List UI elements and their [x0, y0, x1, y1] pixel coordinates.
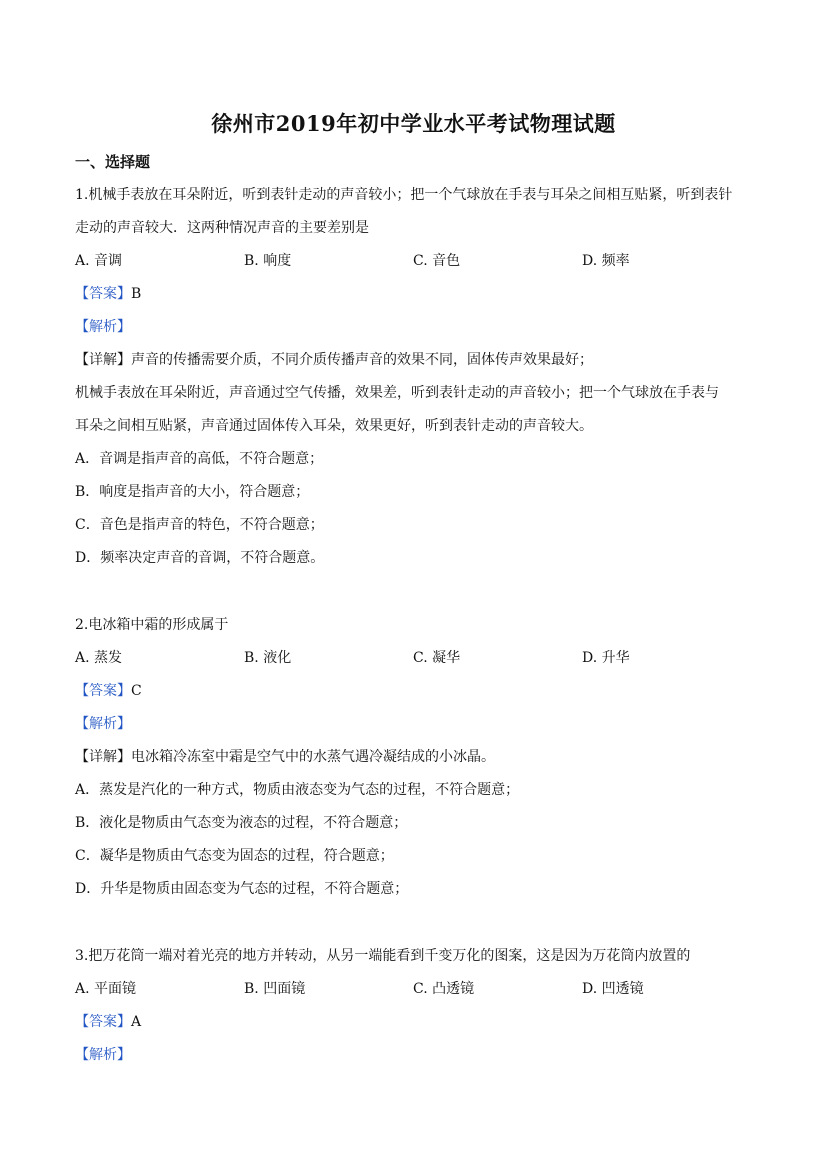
- q2-analysis-item-d: D．升华是物质由固态变为气态的过程，不符合题意；: [75, 881, 409, 897]
- q2-analysis-tag: 【解析】: [75, 716, 131, 732]
- q2-detail: [75, 746, 495, 766]
- q2-option-d: D. 升华: [582, 650, 630, 666]
- q2-option-b: B. 液化: [244, 650, 292, 666]
- page-title: 徐州市2019年初中学业水平考试物理试题: [211, 111, 616, 136]
- q2-detail-tag: 【详解】: [75, 749, 131, 765]
- q1-analysis-tag: 【解析】: [75, 319, 131, 335]
- q3-answer-value: A: [131, 1014, 142, 1030]
- q1-stem-line-1: 1.机械手表放在耳朵附近，听到表针走动的声音较小；把一个气球放在手表与耳朵之间相互贴紧，听到表针: [75, 187, 733, 203]
- q3-answer: [75, 1011, 141, 1031]
- q1-analysis-heading: [75, 316, 131, 336]
- q1-analysis-item-a: A．音调是指声音的高低，不符合题意；: [75, 451, 324, 467]
- q3-analysis-tag: 【解析】: [75, 1047, 131, 1063]
- q3-options: [75, 978, 755, 998]
- q1-detail: [75, 349, 593, 369]
- q1-option-c: C. 音色: [413, 253, 461, 269]
- q2-stem-line-1: 2.电冰箱中霜的形成属于: [75, 617, 229, 633]
- q1-option-b: B. 响度: [244, 253, 292, 269]
- q2-answer-tag: 【答案】: [75, 683, 131, 699]
- q2-analysis-heading: [75, 713, 131, 733]
- q2-option-c: C. 凝华: [413, 650, 461, 666]
- q2-analysis-item-c: C．凝华是物质由气态变为固态的过程，符合题意；: [75, 848, 394, 864]
- q2-analysis-item-a: A．蒸发是汽化的一种方式，物质由液态变为气态的过程，不符合题意；: [75, 782, 520, 798]
- section-heading: 一、选择题: [75, 153, 151, 171]
- q2-answer: [75, 680, 142, 700]
- q1-analysis-item-d: D．频率决定声音的音调，不符合题意。: [75, 550, 325, 566]
- q1-options: [75, 250, 755, 270]
- q3-option-a: A. 平面镜: [75, 981, 137, 997]
- q1-answer: [75, 283, 141, 303]
- q2-detail-text: 电冰箱冷冻室中霜是空气中的水蒸气遇冷凝结成的小冰晶。: [131, 749, 495, 765]
- q1-option-a: A. 音调: [75, 253, 123, 269]
- q2-analysis-item-b: B．液化是物质由气态变为液态的过程，不符合题意；: [75, 815, 408, 831]
- q1-option-d: D. 频率: [582, 253, 630, 269]
- q1-answer-tag: 【答案】: [75, 286, 131, 302]
- q2-answer-value: C: [131, 683, 142, 699]
- q1-stem-line-2: 走动的声音较大．这两种情况声音的主要差别是: [75, 220, 369, 236]
- q1-answer-value: B: [131, 286, 142, 302]
- q3-option-d: D. 凹透镜: [582, 981, 644, 997]
- q3-option-c: C. 凸透镜: [413, 981, 475, 997]
- q1-detail-text: 声音的传播需要介质，不同介质传播声音的效果不同，固体传声效果最好；: [131, 352, 593, 368]
- q2-option-a: A. 蒸发: [75, 650, 123, 666]
- q1-explain-line-2: 耳朵之间相互贴紧，声音通过固体传入耳朵，效果更好，听到表针走动的声音较大。: [75, 418, 593, 434]
- q2-options: [75, 647, 755, 667]
- q1-analysis-item-b: B．响度是指声音的大小，符合题意；: [75, 484, 310, 500]
- q3-option-b: B. 凹面镜: [244, 981, 306, 997]
- q3-answer-tag: 【答案】: [75, 1014, 131, 1030]
- q3-analysis-heading: [75, 1044, 131, 1064]
- q1-explain-line-1: 机械手表放在耳朵附近，声音通过空气传播，效果差，听到表针走动的声音较小；把一个气球放在手表与: [75, 385, 719, 401]
- q1-detail-tag: 【详解】: [75, 352, 131, 368]
- q1-analysis-item-c: C．音色是指声音的特色，不符合题意；: [75, 517, 324, 533]
- q3-stem-line-1: 3.把万花筒一端对着光亮的地方并转动，从另一端能看到千变万化的图案，这是因为万花筒内放置的: [75, 948, 691, 964]
